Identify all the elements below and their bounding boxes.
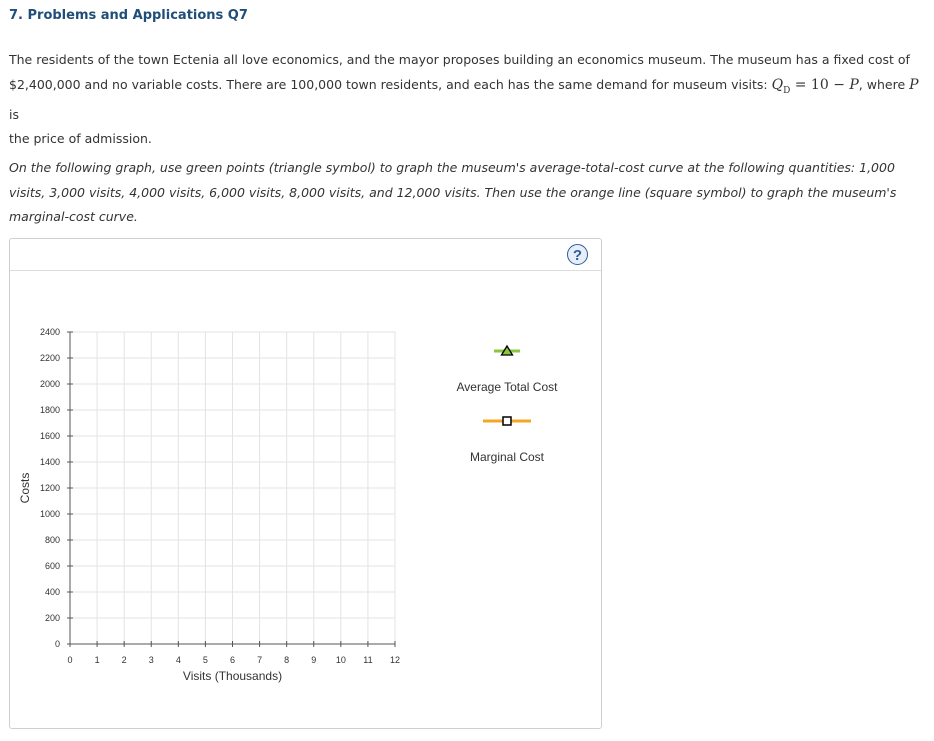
y-axis-title: Costs [18, 472, 32, 504]
question-title: 7. Problems and Applications Q7 [9, 8, 248, 23]
x-tick-label: 5 [202, 655, 208, 665]
y-tick-label: 0 [54, 639, 60, 649]
intro-line-3: the price of admission. [9, 131, 152, 147]
y-tick-label: 800 [44, 535, 60, 545]
x-tick-label: 0 [67, 655, 73, 665]
demand-equation: $Q_D = 10 - P$ [771, 76, 859, 96]
intro-line-2: $2,400,000 and no variable costs. There are 100,000 town residents, and each has the same demand for museum visits: $Q_D = 10 - P$, where P is [9, 76, 919, 122]
x-tick-label: 1 [94, 655, 100, 665]
mc-square-icon[interactable] [503, 417, 511, 425]
x-tick-label: 7 [257, 655, 263, 665]
x-tick-label: 3 [148, 655, 154, 665]
x-tick-label: 11 [363, 655, 373, 665]
y-tick-label: 600 [44, 561, 60, 571]
y-tick-label: 2000 [39, 379, 60, 389]
y-tick-label: 2400 [39, 327, 60, 337]
mc-legend-label: Marginal Cost [469, 450, 545, 464]
help-button[interactable]: ? [567, 244, 588, 265]
y-tick-label: 1000 [39, 509, 60, 519]
x-tick-label: 10 [335, 655, 346, 665]
y-tick-label: 1600 [39, 431, 60, 441]
x-tick-label: 6 [229, 655, 236, 665]
graph-instructions: On the following graph, use green points (triangle symbol) to graph the museum's average-total-cost curve at the following quantities: 1,000 visits, 3,000 visits, 4,000 visits, 6,000 visits, 8,000 visits, and 12,000 visits. Then use the orange line (square symbol) to graph the museum's marginal-cost curve. [9, 160, 897, 224]
problem-statement [9, 48, 924, 152]
x-tick-label: 9 [311, 655, 317, 665]
y-tick-label: 2200 [39, 353, 60, 363]
x-tick-label: 4 [175, 655, 181, 665]
y-tick-label: 1400 [39, 457, 60, 467]
y-tick-label: 400 [44, 587, 60, 597]
intro-line-1: The residents of the town Ectenia all love economics, and the mayor proposes building an economics museum. The museum has a fixed cost of [9, 52, 910, 67]
cost-chart[interactable] [10, 239, 601, 728]
atc-legend-label: Average Total Cost [456, 380, 558, 394]
x-axis-title: Visits (Thousands) [182, 669, 283, 683]
x-tick-label: 12 [389, 655, 401, 665]
y-tick-label: 1800 [39, 405, 60, 415]
y-tick-label: 200 [44, 613, 60, 623]
x-tick-label: 8 [284, 655, 290, 665]
y-tick-label: 1200 [39, 483, 60, 493]
x-tick-label: 2 [121, 655, 127, 665]
graph-panel [9, 238, 602, 729]
